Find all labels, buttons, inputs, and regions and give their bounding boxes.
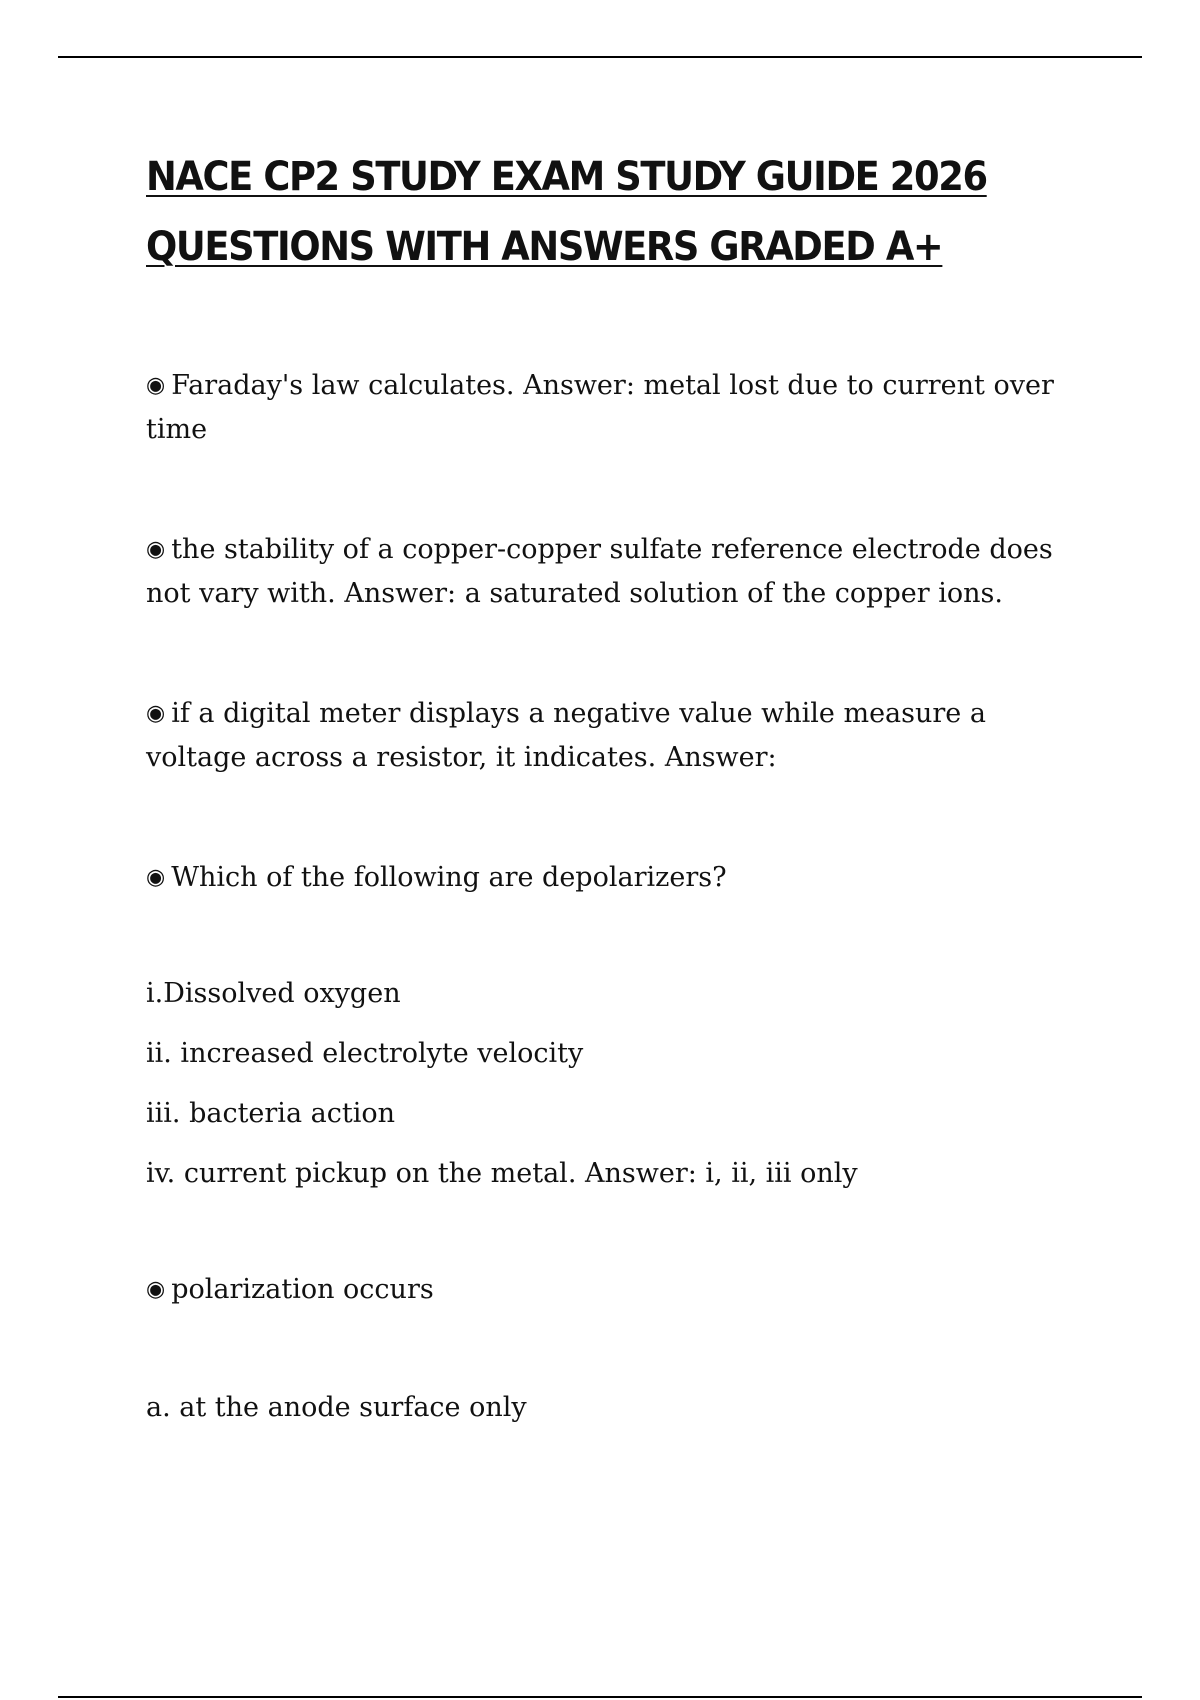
question-4-text: Which of the following are depolarizers?	[171, 862, 727, 893]
radio-bullet-icon: ◉	[146, 537, 166, 562]
option-item: a. at the anode surface only	[146, 1392, 527, 1423]
document-body	[146, 142, 1086, 1457]
option-item: i.Dissolved oxygen	[146, 978, 401, 1009]
question-2-text: the stability of a copper-copper sulfate reference electrode does not vary with. Answer: a saturated solution of the copper ions.	[146, 534, 1053, 609]
option-item: iii. bacteria action	[146, 1098, 395, 1129]
document-title: NACE CP2 STUDY EXAM STUDY GUIDE 2026 QUESTIONS WITH ANSWERS GRADED A+	[146, 154, 987, 270]
question-4	[146, 856, 1086, 900]
question-3	[146, 692, 1086, 780]
radio-bullet-icon: ◉	[146, 865, 166, 890]
question-1-text: Faraday's law calculates. Answer: metal lost due to current over time	[146, 370, 1054, 445]
radio-bullet-icon: ◉	[146, 701, 166, 726]
radio-bullet-icon: ◉	[146, 373, 166, 398]
radio-bullet-icon: ◉	[146, 1277, 166, 1302]
question-1	[146, 364, 1086, 452]
top-rule	[58, 56, 1142, 58]
question-5-text: polarization occurs	[171, 1274, 434, 1305]
question-3-text: if a digital meter displays a negative value while measure a voltage across a resistor, it indicates. Answer:	[146, 698, 986, 773]
depolarizer-options	[146, 972, 1086, 1196]
bottom-rule	[58, 1696, 1142, 1698]
question-2	[146, 528, 1086, 616]
option-item: iv. current pickup on the metal. Answer: i, ii, iii only	[146, 1158, 858, 1189]
option-item: ii. increased electrolyte velocity	[146, 1038, 584, 1069]
question-5	[146, 1268, 1086, 1312]
